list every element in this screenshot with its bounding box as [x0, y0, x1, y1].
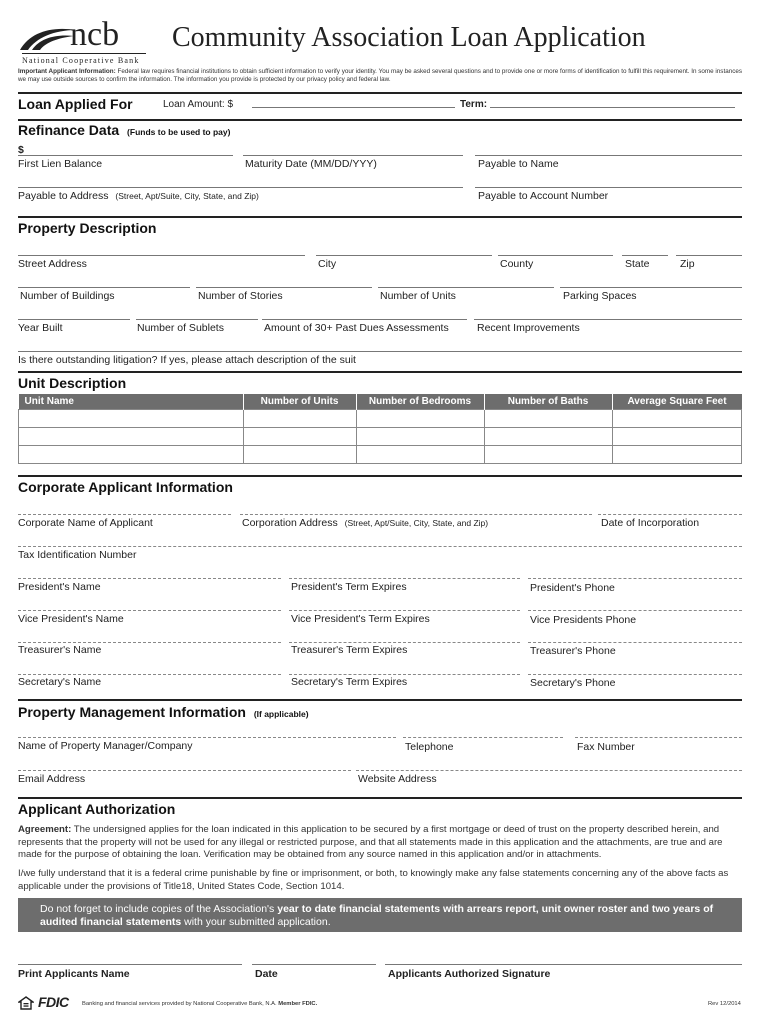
payable-name-field[interactable]: [478, 142, 733, 154]
sublets-label: Number of Sublets: [137, 322, 224, 334]
refinance-title: Refinance Data: [18, 122, 120, 138]
banner-bold: year to date financial statements with arrears report, unit owner roster and two years of audited financial statements: [40, 903, 714, 928]
fax-label: Fax Number: [577, 741, 635, 753]
understand-text: I/we fully understand that it is a federal crime punishable by fine or imprisonment, or both, to knowingly make any false statements concerning any of the above facts as applicable under the provisions of Title18, United States Code, Section 1014.: [18, 868, 729, 892]
zip-field[interactable]: [680, 243, 740, 255]
field-line: [18, 514, 231, 515]
secretary-phone-label: Secretary's Phone: [530, 677, 616, 689]
field-line: [475, 155, 742, 156]
date-field[interactable]: [255, 951, 373, 963]
unit-table-header: [19, 394, 742, 410]
management-subheading: (If applicable): [253, 709, 309, 719]
notice-label: Important Applicant Information:: [18, 68, 116, 75]
signature-label: Applicants Authorized Signature: [388, 968, 551, 980]
table-cell[interactable]: [612, 428, 742, 446]
maturity-label: Maturity Date (MM/DD/YYY): [245, 158, 377, 170]
email-label: Email Address: [18, 773, 86, 785]
parking-label: Parking Spaces: [563, 290, 637, 302]
divider: [18, 371, 742, 373]
table-cell[interactable]: [356, 428, 484, 446]
divider: [18, 475, 742, 477]
first-lien-label: First Lien Balance: [18, 158, 103, 170]
president-label: President's Name: [18, 581, 101, 593]
unit-table: [18, 394, 742, 464]
corporate-address-label: [242, 517, 488, 529]
payable-name-label: Payable to Name: [478, 158, 559, 170]
field-line: [528, 674, 742, 675]
corporate-name-label: Corporate Name of Applicant: [18, 517, 153, 529]
president-field[interactable]: [18, 565, 278, 577]
table-cell[interactable]: [243, 410, 356, 428]
loan-amount-label: Loan Amount: $: [163, 99, 234, 110]
divider: [18, 119, 742, 121]
incorporation-label: Date of Incorporation: [601, 517, 700, 529]
payable-address-label: [18, 190, 259, 202]
agreement-body: The undersigned applies for the loan indicated in this application to be secured by a first mortgage or deed of trust on the property described herein, and represents that the property will not be used for any illegal or restricted purpose, and that all statements made in this application and the attachments, are true and are made for the purpose of obtaining the loan. Verification may be obtained from any source named in this application and/or in attachments.: [18, 824, 723, 860]
banner-tail: with your submitted application.: [181, 916, 331, 928]
col-number-units: Number of Units: [243, 394, 356, 410]
corporate-heading: Corporate Applicant Information: [18, 479, 233, 495]
field-line: [498, 255, 613, 256]
president-phone-label: President's Phone: [530, 582, 615, 594]
vp-phone-label: Vice Presidents Phone: [530, 614, 637, 626]
state-field[interactable]: [625, 243, 665, 255]
management-heading: [18, 704, 309, 720]
bank-name: National Cooperative Bank: [22, 56, 140, 65]
telephone-field[interactable]: [405, 724, 560, 736]
loan-amount-line: [252, 107, 455, 108]
buildings-field[interactable]: [18, 275, 188, 287]
field-line: [528, 610, 742, 611]
footer-disclaimer-text: Banking and financial services provided by National Cooperative Bank, N.A.: [82, 1001, 279, 1007]
county-label: County: [500, 258, 534, 270]
field-line: [262, 319, 467, 320]
treasurer-phone-field[interactable]: [530, 629, 738, 641]
table-cell[interactable]: [19, 428, 244, 446]
col-baths: Number of Baths: [484, 394, 612, 410]
field-line: [598, 514, 742, 515]
col-bedrooms: Number of Bedrooms: [356, 394, 484, 410]
field-line: [18, 546, 742, 547]
field-line: [289, 610, 520, 611]
field-line: [252, 964, 376, 965]
county-field[interactable]: [500, 243, 610, 255]
field-line: [474, 319, 742, 320]
logo-text: ncb: [70, 16, 120, 53]
table-cell[interactable]: [612, 410, 742, 428]
table-cell[interactable]: [243, 428, 356, 446]
stories-field[interactable]: [198, 275, 368, 287]
field-line: [560, 287, 742, 288]
payable-address-field[interactable]: [18, 175, 463, 187]
city-field[interactable]: [318, 243, 488, 255]
past-dues-label: Amount of 30+ Past Dues Assessments: [264, 322, 449, 334]
footer-disclaimer-bold: Member FDIC.: [278, 1001, 318, 1007]
tax-id-field[interactable]: [18, 533, 738, 545]
refinance-heading: [18, 122, 230, 138]
important-notice: [18, 68, 742, 84]
vp-phone-field[interactable]: [530, 597, 738, 609]
dollar-sign: $: [18, 144, 24, 156]
print-name-field[interactable]: [18, 951, 238, 963]
ncb-swoosh-icon: [18, 24, 78, 54]
payable-address-text: Payable to Address: [18, 190, 109, 202]
divider: [18, 216, 742, 218]
field-line: [289, 674, 520, 675]
field-line: [240, 514, 592, 515]
treasurer-field[interactable]: [18, 629, 278, 641]
field-line: [18, 578, 281, 579]
field-line: [475, 187, 742, 188]
field-line: [18, 255, 305, 256]
equal-housing-icon: [18, 996, 34, 1010]
table-cell[interactable]: [484, 410, 612, 428]
field-line: [403, 737, 563, 738]
notice-text: Federal law requires financial institutions to obtain sufficient information to verify your identity. You may be asked several questions and to provide one or more forms of identification to fulfill this requirement. In some instances we may use outside sources to confirm the information. The information you provide is protected by our privacy policy and federal law.: [18, 68, 743, 83]
col-unit-name: Unit Name: [19, 394, 244, 410]
units-field[interactable]: [380, 275, 550, 287]
agreement-label: Agreement:: [18, 824, 72, 835]
incorporation-field[interactable]: [601, 501, 739, 513]
field-line: [18, 737, 396, 738]
table-cell[interactable]: [356, 446, 484, 464]
field-line: [575, 737, 742, 738]
field-line: [378, 287, 554, 288]
divider: [18, 699, 742, 701]
first-lien-field[interactable]: [28, 142, 228, 154]
table-cell[interactable]: [484, 446, 612, 464]
payable-address-hint: (Street, Apt/Suite, City, State, and Zip): [115, 191, 259, 201]
field-line: [18, 610, 281, 611]
field-line: [18, 964, 242, 965]
secretary-label: Secretary's Name: [18, 676, 102, 688]
loan-heading: Loan Applied For: [18, 96, 133, 112]
field-line: [676, 255, 742, 256]
vp-label: Vice President's Name: [18, 613, 124, 625]
field-line: [385, 964, 742, 965]
state-label: State: [625, 258, 650, 270]
city-label: City: [318, 258, 337, 270]
field-line: [18, 187, 463, 188]
table-cell[interactable]: [356, 410, 484, 428]
field-line: [18, 674, 281, 675]
date-label: Date: [255, 968, 278, 980]
vp-term-label: Vice President's Term Expires: [291, 613, 430, 625]
banner-text: Do not forget to include copies of the Association's: [40, 903, 278, 915]
maturity-field[interactable]: [245, 142, 455, 154]
parking-field[interactable]: [563, 275, 738, 287]
improvements-label: Recent Improvements: [477, 322, 580, 334]
past-dues-field[interactable]: [264, 307, 464, 319]
secretary-term-field[interactable]: [291, 661, 516, 673]
field-line: [528, 578, 742, 579]
zip-label: Zip: [680, 258, 695, 270]
stories-label: Number of Stories: [198, 290, 283, 302]
unit-heading: Unit Description: [18, 375, 127, 391]
vp-field[interactable]: [18, 597, 278, 609]
improvements-field[interactable]: [478, 307, 736, 319]
ncb-logo: [18, 16, 148, 68]
fdic-logo: FDIC: [38, 994, 69, 1010]
manager-label: Name of Property Manager/Company: [18, 740, 193, 752]
corporate-address-text: Corporation Address: [242, 517, 338, 529]
field-line: [18, 155, 233, 156]
litigation-label: Is there outstanding litigation? If yes, please attach description of the suit: [18, 354, 356, 366]
print-name-label: Print Applicants Name: [18, 968, 130, 980]
website-label: Website Address: [358, 773, 437, 785]
table-row: [19, 428, 742, 446]
year-built-field[interactable]: [18, 307, 128, 319]
table-cell[interactable]: [243, 446, 356, 464]
field-line: [316, 255, 492, 256]
year-built-label: Year Built: [18, 322, 63, 334]
field-line: [18, 351, 742, 352]
president-term-field[interactable]: [291, 565, 516, 577]
table-cell[interactable]: [19, 446, 244, 464]
manager-field[interactable]: [18, 724, 393, 736]
divider: [18, 797, 742, 799]
units-label: Number of Units: [380, 290, 456, 302]
field-line: [196, 287, 372, 288]
litigation-field[interactable]: [18, 339, 738, 351]
table-row: [19, 446, 742, 464]
refinance-subheading: (Funds to be used to pay): [127, 127, 231, 137]
field-line: [136, 319, 258, 320]
field-line: [18, 642, 281, 643]
table-cell[interactable]: [612, 446, 742, 464]
treasurer-term-field[interactable]: [291, 629, 516, 641]
street-field[interactable]: [18, 243, 303, 255]
telephone-label: Telephone: [405, 741, 454, 753]
treasurer-term-label: Treasurer's Term Expires: [291, 644, 408, 656]
field-line: [18, 287, 190, 288]
table-cell[interactable]: [484, 428, 612, 446]
secretary-phone-field[interactable]: [530, 661, 738, 673]
corporate-name-field[interactable]: [18, 501, 228, 513]
president-term-label: President's Term Expires: [291, 581, 407, 593]
field-line: [289, 642, 520, 643]
table-cell[interactable]: [19, 410, 244, 428]
buildings-label: Number of Buildings: [20, 290, 115, 302]
field-line: [289, 578, 520, 579]
divider: [18, 92, 742, 94]
secretary-field[interactable]: [18, 661, 278, 673]
table-row: [19, 410, 742, 428]
payable-account-label: Payable to Account Number: [478, 190, 609, 202]
fax-field[interactable]: [577, 724, 737, 736]
agreement-text: [18, 824, 744, 862]
signature-field[interactable]: [388, 951, 738, 963]
field-line: [18, 770, 351, 771]
email-field[interactable]: [18, 757, 348, 769]
corporate-address-field[interactable]: [242, 501, 587, 513]
corporate-address-hint: (Street, Apt/Suite, City, State, and Zip): [344, 518, 489, 528]
payable-account-field[interactable]: [478, 175, 733, 187]
authorization-heading: Applicant Authorization: [18, 801, 176, 817]
treasurer-label: Treasurer's Name: [18, 644, 102, 656]
sublets-field[interactable]: [138, 307, 256, 319]
street-label: Street Address: [18, 258, 87, 270]
field-line: [18, 319, 130, 320]
secretary-term-label: Secretary's Term Expires: [291, 676, 408, 688]
field-line: [356, 770, 742, 771]
treasurer-phone-label: Treasurer's Phone: [530, 645, 616, 657]
website-field[interactable]: [358, 757, 738, 769]
management-title: Property Management Information: [18, 704, 246, 720]
col-sqft: Average Square Feet: [612, 394, 742, 410]
reminder-banner: [18, 898, 742, 932]
field-line: [528, 642, 742, 643]
field-line: [243, 155, 463, 156]
vp-term-field[interactable]: [291, 597, 516, 609]
president-phone-field[interactable]: [530, 565, 738, 577]
term-line: [490, 107, 735, 108]
revision: Rev 12/2014: [708, 1001, 741, 1007]
tax-id-label: Tax Identification Number: [18, 549, 137, 561]
field-line: [622, 255, 668, 256]
term-label: Term:: [460, 99, 488, 110]
property-heading: Property Description: [18, 220, 157, 236]
page-title: Community Association Loan Application: [172, 22, 646, 53]
footer-disclaimer: [82, 1001, 317, 1007]
